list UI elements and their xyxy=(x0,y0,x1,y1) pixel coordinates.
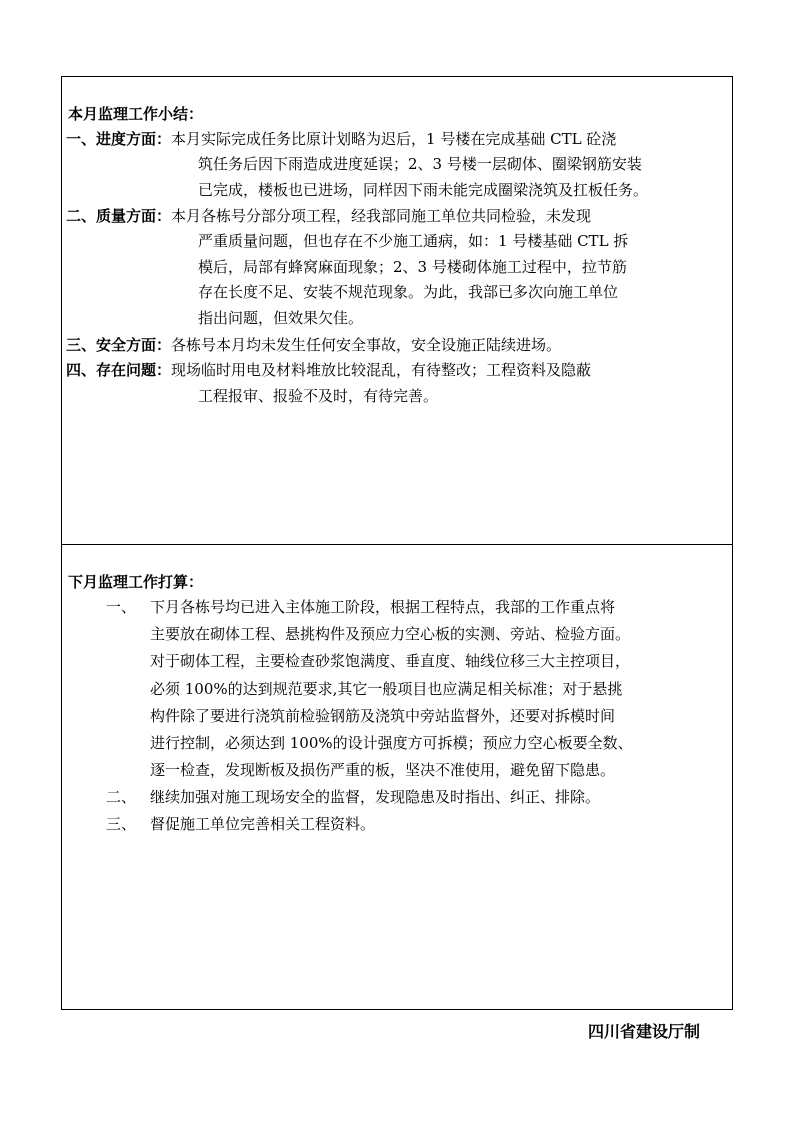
summary-item-progress xyxy=(66,127,616,151)
plan-item-text: 构件除了要进行浇筑前检验钢筋及浇筑中旁站监督外，还要对拆模时间 xyxy=(150,707,616,725)
issuer-footer: 四川省建设厅制 xyxy=(588,1022,701,1041)
plan-item-number: 一、 xyxy=(106,598,137,616)
summary-item-issues xyxy=(66,358,591,382)
plan-item-text: 逐一检查，发现断板及损伤严重的板，坚决不准使用，避免留下隐患。 xyxy=(150,761,616,779)
summary-item-text: 存在长度不足、安装不规范现象。为此，我部已多次向施工单位 xyxy=(198,283,619,301)
section-divider xyxy=(62,544,732,545)
summary-item-text: 工程报审、报验不及时，有待完善。 xyxy=(198,387,439,405)
summary-item-text: 已完成，楼板也已进场，同样因下雨未能完成圈梁浇筑及扛板任务。 xyxy=(198,181,649,199)
summary-item-text: 本月实际完成任务比原计划略为迟后，1 号楼在完成基础 CTL 砼浇 xyxy=(171,130,617,148)
summary-item-safety xyxy=(66,333,561,357)
summary-item-quality xyxy=(66,204,591,228)
plan-item-text: 必须 100%的达到规范要求,其它一般项目也应满足相关标准；对于悬挑 xyxy=(150,680,623,698)
summary-item-text: 指出问题，但效果欠佳。 xyxy=(198,309,364,327)
report-table xyxy=(61,76,733,1010)
summary-item-label: 四、存在问题： xyxy=(66,361,172,379)
summary-item-label: 三、安全方面： xyxy=(66,336,172,354)
summary-item-text: 各栋号本月均未发生任何安全事故，安全设施正陆续进场。 xyxy=(171,336,562,354)
plan-item-text: 继续加强对施工现场安全的监督，发现隐患及时指出、纠正、排除。 xyxy=(150,788,601,806)
summary-item-text: 现场临时用电及材料堆放比较混乱，有待整改；工程资料及隐蔽 xyxy=(171,361,592,379)
plan-item-number: 二、 xyxy=(106,788,137,806)
plan-item-text: 下月各栋号均已进入主体施工阶段，根据工程特点，我部的工作重点将 xyxy=(150,598,616,616)
plan-item-text: 进行控制，必须达到 100%的设计强度方可拆模；预应力空心板要全数、 xyxy=(150,734,633,752)
summary-item-label: 二、质量方面： xyxy=(66,207,172,225)
summary-item-text: 筑任务后因下雨造成进度延误；2、3 号楼一层砌体、圈梁钢筋安装 xyxy=(198,155,642,173)
plan-item-text: 主要放在砌体工程、悬挑构件及预应力空心板的实测、旁站、检验方面。 xyxy=(150,625,631,643)
plan-item-text: 督促施工单位完善相关工程资料。 xyxy=(150,815,376,833)
plan-item-text: 对于砌体工程，主要检查砂浆饱满度、垂直度、轴线位移三大主控项目， xyxy=(150,652,631,670)
plan-heading: 下月监理工作打算： xyxy=(68,573,204,591)
summary-item-label: 一、进度方面： xyxy=(66,130,172,148)
plan-item-number: 三、 xyxy=(106,815,137,833)
summary-heading: 本月监理工作小结： xyxy=(68,105,204,123)
summary-item-text: 严重质量问题，但也存在不少施工通病，如：1 号楼基础 CTL 拆 xyxy=(198,232,629,250)
summary-item-text: 本月各栋号分部分项工程，经我部同施工单位共同检验，未发现 xyxy=(171,207,592,225)
summary-item-text: 模后，局部有蜂窝麻面现象；2、3 号楼砌体施工过程中，拉节筋 xyxy=(198,258,627,276)
